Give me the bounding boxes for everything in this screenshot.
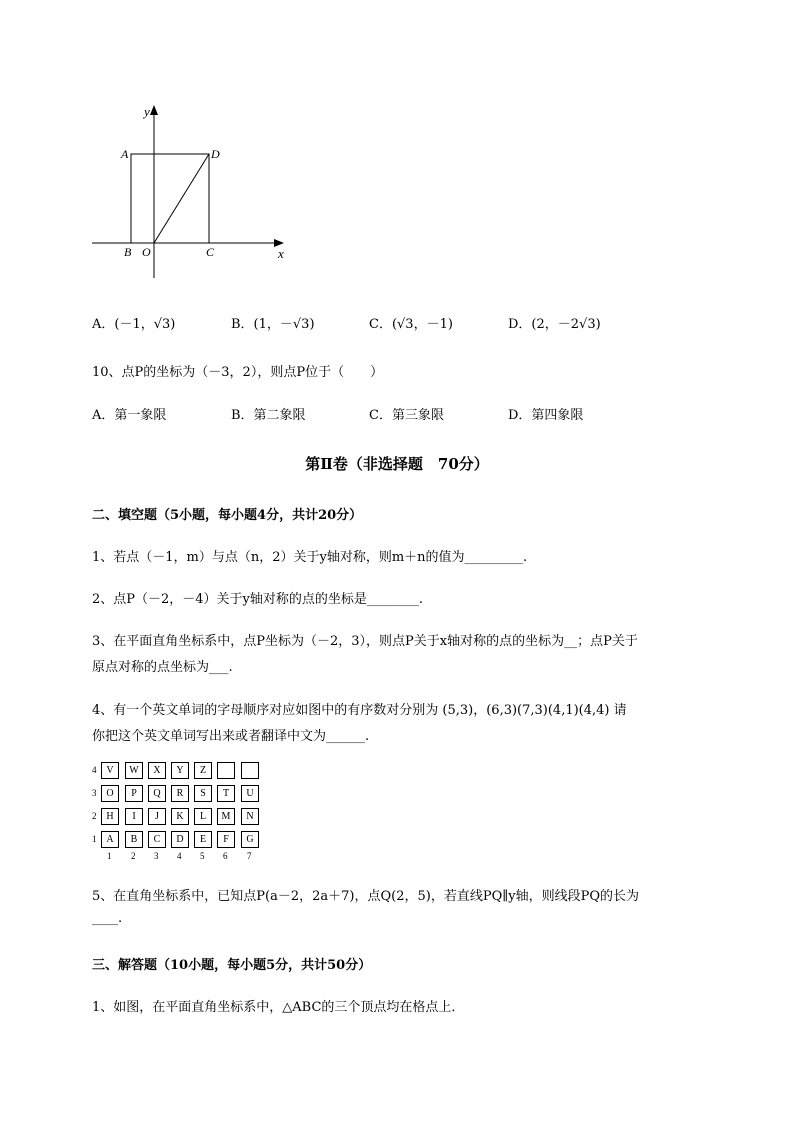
grid-cell: I: [125, 808, 143, 825]
grid-col-label: 1: [107, 851, 112, 861]
q10-option-d: D．第四象限: [508, 408, 584, 423]
grid-cell: P: [125, 785, 143, 802]
grid-cell: [217, 762, 235, 779]
fill-q2: 2、点P（－2，－4）关于y轴对称的点的坐标是________.: [92, 592, 424, 607]
grid-row-label: 3: [92, 788, 97, 798]
grid-cell: Z: [194, 762, 212, 779]
grid-cell: X: [148, 762, 166, 779]
q9-option-a: A．(－1，√3): [92, 317, 176, 332]
fill-q5-line2: ____.: [92, 911, 123, 926]
point-b-label: B: [124, 245, 132, 259]
grid-cell: O: [101, 785, 119, 802]
q10-option-a: A．第一象限: [92, 408, 167, 423]
q10-option-b: B．第二象限: [231, 408, 306, 423]
grid-col-label: 7: [247, 851, 252, 861]
x-axis-label: x: [278, 246, 284, 261]
grid-cell: H: [101, 808, 119, 825]
grid-cell: V: [101, 762, 119, 779]
part2-title: 第Ⅱ卷（非选择题 70分）: [305, 455, 489, 473]
grid-col-label: 6: [223, 851, 228, 861]
grid-cell: Y: [171, 762, 189, 779]
grid-cell: L: [194, 808, 212, 825]
grid-row-label: 1: [92, 834, 97, 844]
grid-cell: D: [171, 831, 189, 848]
grid-cell: W: [125, 762, 143, 779]
grid-col-label: 4: [177, 851, 182, 861]
grid-cell: Q: [148, 785, 166, 802]
q10-option-c: C．第三象限: [369, 408, 444, 423]
grid-col-label: 3: [154, 851, 159, 861]
grid-cell: K: [171, 808, 189, 825]
q10-stem: 10、点P的坐标为（－3，2），则点P位于（ ）: [92, 365, 384, 380]
grid-row-label: 2: [92, 811, 97, 821]
grid-cell: S: [194, 785, 212, 802]
rectangle-abcd: [131, 154, 209, 243]
y-axis-label: y: [144, 104, 150, 119]
grid-cell: N: [241, 808, 259, 825]
fill-q3-line2: 原点对称的点坐标为___.: [92, 660, 233, 675]
grid-cell: C: [148, 831, 166, 848]
grid-cell: [241, 762, 259, 779]
point-d-label: D: [211, 147, 220, 161]
section3-heading: 三、解答题（10小题，每小题5分，共计50分）: [92, 958, 372, 973]
grid-cell: F: [217, 831, 235, 848]
q9-option-d: D．(2，－2√3): [508, 317, 601, 332]
grid-cell: M: [217, 808, 235, 825]
y-axis-arrow: [150, 105, 158, 115]
point-a-label: A: [121, 147, 129, 161]
q9-option-c: C．(√3，－1): [369, 317, 453, 332]
grid-cell: G: [241, 831, 259, 848]
solve-q1: 1、如图，在平面直角坐标系中，△ABC的三个顶点均在格点上．: [92, 1000, 465, 1015]
point-o-label: O: [142, 245, 151, 259]
fill-q5-line1: 5、在直角坐标系中，已知点P(a－2，2a＋7)，点Q(2，5)，若直线PQ∥y轴，则线段PQ的长为: [92, 889, 639, 904]
grid-cell: J: [148, 808, 166, 825]
grid-cell: R: [171, 785, 189, 802]
q9-option-b: B．(1，－√3): [231, 317, 315, 332]
point-c-label: C: [206, 245, 215, 259]
fill-q4-line1: 4、有一个英文单词的字母顺序对应如图中的有序数对分别为 (5,3)，(6,3)(7,3)(4,1)(4,4) 请: [92, 703, 627, 718]
grid-cell: U: [241, 785, 259, 802]
grid-cell: E: [194, 831, 212, 848]
letter-grid: [90, 760, 270, 865]
fill-q4-line2: 你把这个英文单词写出来或者翻译中文为______.: [92, 729, 370, 744]
grid-cell: T: [217, 785, 235, 802]
grid-cell: A: [101, 831, 119, 848]
grid-col-label: 2: [131, 851, 136, 861]
section2-heading: 二、填空题（5小题，每小题4分，共计20分）: [92, 508, 363, 523]
grid-cell: B: [125, 831, 143, 848]
fill-q1: 1、若点（－1，m）与点（n，2）关于y轴对称，则m＋n的值为_________.: [92, 550, 528, 565]
grid-row-label: 4: [92, 765, 97, 775]
grid-col-label: 5: [200, 851, 205, 861]
segment-od: [154, 154, 209, 243]
fill-q3-line1: 3、在平面直角坐标系中，点P坐标为（－2，3），则点P关于x轴对称的点的坐标为__；点P关于: [92, 634, 638, 649]
coordinate-figure: [88, 100, 298, 285]
